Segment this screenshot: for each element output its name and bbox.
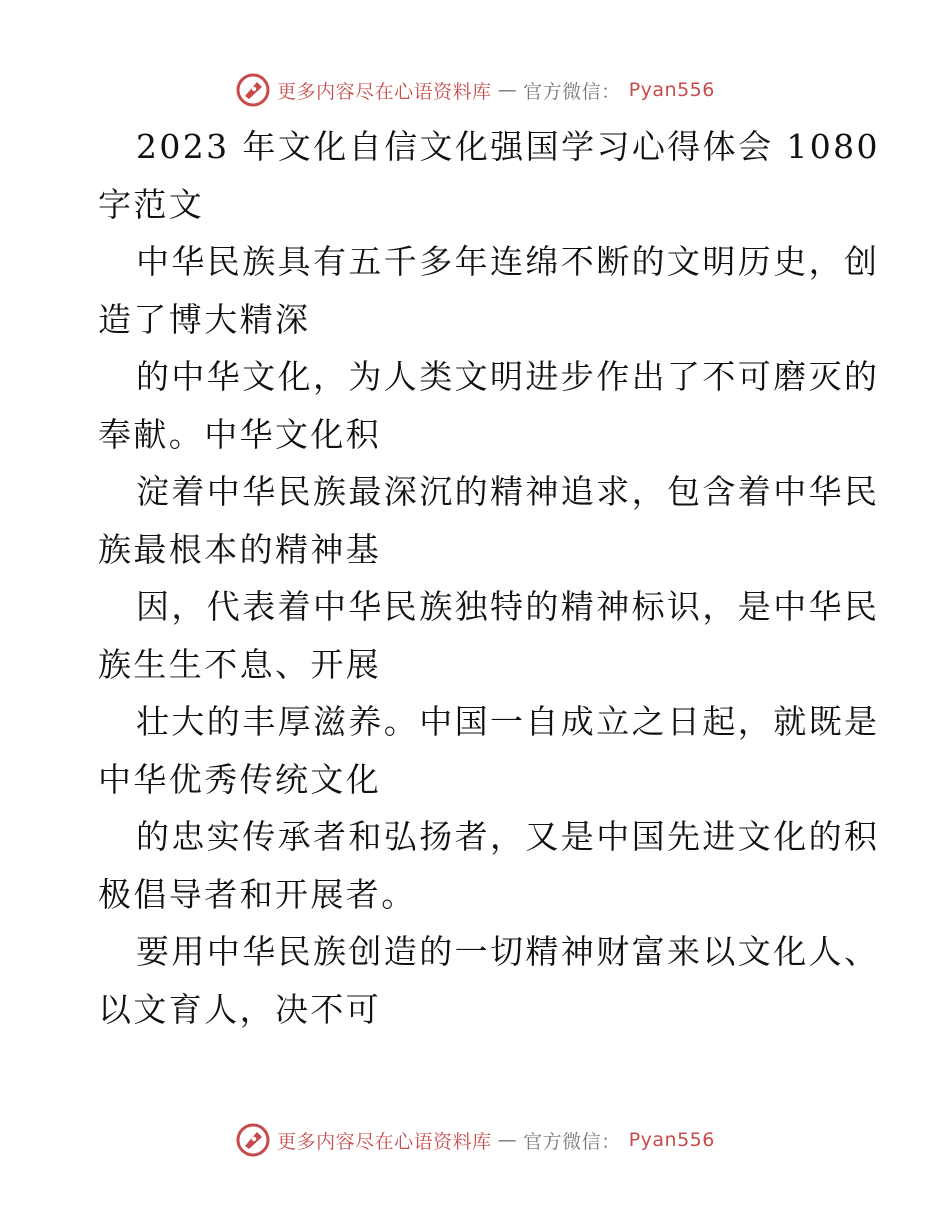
watermark-main-text: 更多内容尽在心语资料库 [277, 80, 492, 103]
watermark-separator: — [497, 79, 518, 101]
paragraph-line: 要用中华民族创造的一切精神财富来以文化人、 [136, 932, 880, 971]
document-title-line-1: 2023 年文化自信文化强国学习心得体会 1080 [136, 127, 880, 166]
watermark-banner-top [0, 68, 950, 112]
paragraph-line: 族生生不息、开展 [98, 644, 382, 684]
paragraph-line: 的忠实传承者和弘扬者，又是中国先进文化的积 [136, 817, 880, 856]
paragraph-line: 淀着中华民族最深沉的精神追求，包含着中华民 [136, 472, 880, 511]
pen-nib-logo-icon [235, 1122, 271, 1158]
document-title-line-2: 字范文 [98, 184, 205, 224]
watermark-label: 官方微信： [523, 1130, 621, 1153]
document-body [98, 118, 880, 1038]
paragraph-line: 中华优秀传统文化 [98, 759, 382, 799]
watermark-banner-bottom [0, 1118, 950, 1162]
watermark-separator: — [497, 1129, 518, 1151]
watermark-wechat-id: Pyan556 [628, 79, 715, 101]
paragraph-line: 极倡导者和开展者。 [98, 874, 417, 914]
paragraph-line: 族最根本的精神基 [98, 529, 382, 569]
paragraph-line: 奉献。中华文化积 [98, 414, 382, 454]
paragraph-line: 中华民族具有五千多年连绵不断的文明历史，创 [136, 242, 880, 281]
watermark-wechat-id: Pyan556 [628, 1129, 715, 1151]
paragraph-line: 造了博大精深 [98, 299, 311, 339]
watermark-main-text: 更多内容尽在心语资料库 [277, 1130, 492, 1153]
paragraph-line: 以文育人，决不可 [98, 989, 382, 1029]
paragraph-line: 的中华文化，为人类文明进步作出了不可磨灭的 [136, 357, 880, 396]
paragraph-line: 壮大的丰厚滋养。中国一自成立之日起，就既是 [136, 702, 880, 741]
watermark-label: 官方微信： [523, 80, 621, 103]
paragraph-line: 因，代表着中华民族独特的精神标识，是中华民 [136, 587, 880, 626]
pen-nib-logo-icon [235, 72, 271, 108]
